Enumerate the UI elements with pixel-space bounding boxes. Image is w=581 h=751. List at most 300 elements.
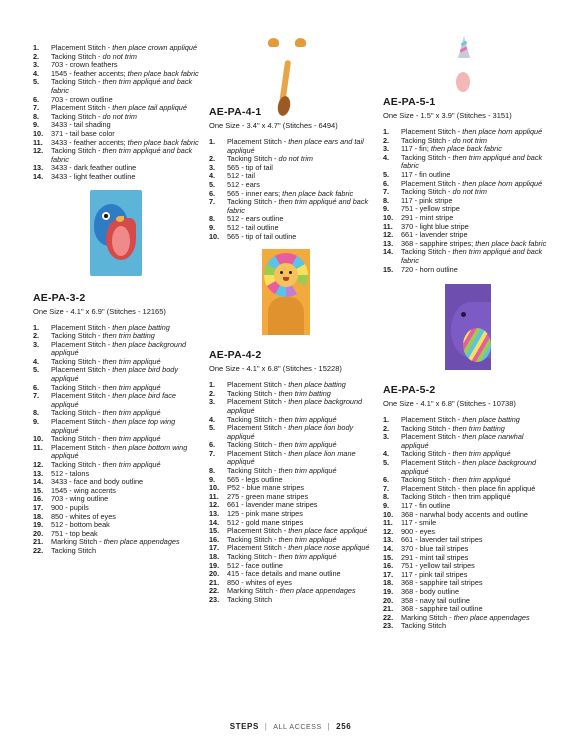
step-number: 14. bbox=[33, 477, 44, 487]
step-number: 6. bbox=[209, 440, 216, 450]
step-number: 5. bbox=[33, 365, 40, 375]
narwhal-appliqué-image bbox=[445, 284, 491, 370]
step-text-plain: Tacking Stitch - bbox=[51, 382, 103, 392]
step-number: 3. bbox=[383, 144, 390, 154]
step-text-plain: Placement Stitch - bbox=[401, 432, 463, 442]
step-text-italic: then place bird face appliqué bbox=[51, 391, 176, 409]
step-text-plain: 512 - tail outline bbox=[227, 222, 279, 232]
step-number: 9. bbox=[209, 222, 216, 232]
step-text bbox=[227, 138, 379, 155]
steps-list-ae-pa-5-1 bbox=[383, 128, 553, 274]
step-text-italic: then place batting bbox=[112, 322, 170, 332]
step-text-plain: P52 - blue mane stripes bbox=[227, 483, 305, 493]
step-text-plain: 117 - smile bbox=[401, 518, 437, 528]
step-text-italic: then trim appliqué and back fabric bbox=[401, 247, 543, 265]
step-text-plain: Placement Stitch - bbox=[401, 178, 463, 188]
step-text bbox=[51, 341, 203, 358]
step-text-plain: Tacking Stitch - bbox=[51, 408, 103, 418]
step-text-italic: then place lion body appliqué bbox=[227, 423, 354, 441]
step-text-plain: 117 - fin; bbox=[401, 144, 431, 154]
step-number: 13. bbox=[383, 238, 394, 248]
step-text-italic: then place background appliqué bbox=[401, 458, 537, 476]
step-text-plain: 371 - tail base color bbox=[51, 128, 115, 138]
step-number: 21. bbox=[33, 537, 44, 547]
step-text-italic: do not trim bbox=[102, 51, 137, 61]
step-text-plain: 850 - whites of eyes bbox=[227, 577, 292, 587]
step-text-plain: 3433 - face and body outline bbox=[51, 477, 144, 487]
step-text-plain: Placement Stitch - bbox=[227, 543, 289, 553]
step-number: 7. bbox=[209, 448, 216, 458]
step-number: 17. bbox=[383, 569, 394, 579]
step-number: 11. bbox=[209, 491, 219, 501]
step-item bbox=[209, 138, 379, 155]
step-text-italic: then place horn appliqué bbox=[462, 127, 543, 136]
step-text-italic: then place appendages bbox=[453, 612, 530, 622]
step-text-plain: 565 - tip of tail outline bbox=[227, 231, 297, 241]
step-text bbox=[401, 433, 553, 450]
step-text-plain: 565 - inner ears; bbox=[227, 188, 283, 198]
step-text-plain: Placement Stitch - bbox=[227, 137, 289, 146]
step-text-italic: then trim appliqué bbox=[102, 356, 161, 366]
step-number: 7. bbox=[383, 483, 390, 493]
step-text-italic: do not trim bbox=[452, 135, 487, 145]
step-number: 11. bbox=[33, 137, 43, 147]
step-text-plain: 368 - narwhal body accents and outline bbox=[401, 509, 528, 519]
step-text-plain: Placement Stitch - bbox=[51, 322, 113, 332]
step-text-plain: Placement Stitch - bbox=[227, 448, 289, 458]
step-number: 12. bbox=[383, 526, 394, 536]
step-text-italic: then trim appliqué and back fabric bbox=[227, 197, 369, 215]
steps-list-ae-pa-4-2 bbox=[209, 381, 379, 604]
step-number: 4. bbox=[33, 356, 40, 366]
design-title-ae-pa-4-1: AE-PA-4-1 bbox=[209, 106, 262, 118]
step-text-plain: 275 - green mane stripes bbox=[227, 491, 309, 501]
step-item bbox=[209, 450, 379, 467]
step-number: 3. bbox=[383, 432, 390, 442]
step-text-plain: 1545 - wing accents bbox=[51, 485, 116, 495]
step-text-plain: 512 - tail bbox=[227, 171, 255, 181]
step-text-plain: Tacking Stitch - bbox=[401, 449, 453, 459]
step-text-plain: Tacking Stitch - bbox=[51, 77, 103, 87]
step-text-plain: Tacking Stitch - bbox=[51, 111, 103, 121]
step-number: 7. bbox=[33, 391, 40, 401]
step-number: 2. bbox=[383, 135, 390, 145]
bird-eye-shape bbox=[102, 212, 110, 220]
step-number: 16. bbox=[33, 494, 44, 504]
step-number: 1. bbox=[33, 43, 40, 52]
step-text-plain: 512 - gold mane stripes bbox=[227, 517, 304, 527]
step-text-italic: then trim appliqué bbox=[102, 434, 161, 444]
narwhal-fin-shape bbox=[456, 72, 470, 92]
step-text-plain: Tacking Stitch bbox=[51, 545, 97, 555]
step-number: 19. bbox=[383, 586, 394, 596]
step-number: 21. bbox=[209, 577, 220, 587]
steps-list-ae-pa-5-2 bbox=[383, 416, 553, 631]
step-text-plain: 370 - light blue stripe bbox=[401, 221, 469, 231]
step-text-plain: 850 - whites of eyes bbox=[51, 511, 116, 521]
step-number: 6. bbox=[33, 94, 40, 104]
step-text-plain: 703 - crown feathers bbox=[51, 60, 118, 70]
lion-appliqué-image bbox=[262, 249, 310, 335]
step-text-italic: then place back fabric bbox=[127, 68, 199, 78]
step-text bbox=[401, 459, 553, 476]
step-number: 8. bbox=[33, 408, 40, 418]
step-item bbox=[383, 154, 553, 171]
step-text-italic: then place narwhal appliqué bbox=[401, 432, 524, 450]
step-text bbox=[51, 147, 203, 164]
step-text-plain: Tacking Stitch - bbox=[51, 51, 103, 61]
step-text-plain: 3433 - light feather outline bbox=[51, 171, 136, 181]
step-number: 15. bbox=[383, 552, 394, 562]
step-number: 12. bbox=[33, 146, 44, 156]
step-number: 8. bbox=[383, 492, 390, 502]
step-text bbox=[51, 173, 203, 182]
step-text-plain: 703 - crown outline bbox=[51, 94, 113, 104]
step-number: 1. bbox=[33, 322, 40, 332]
step-text-plain: 368 - sapphire tail outline bbox=[401, 604, 483, 614]
step-text bbox=[401, 248, 553, 265]
design-title-ae-pa-5-2: AE-PA-5-2 bbox=[383, 384, 436, 397]
step-text-italic: then place lion mane appliqué bbox=[227, 448, 356, 467]
step-text-italic: then place horn appliqué bbox=[462, 178, 543, 188]
step-number: 4. bbox=[383, 152, 390, 162]
step-text-plain: 751 - yellow tail stripes bbox=[401, 561, 475, 571]
footer-separator: | bbox=[264, 722, 268, 731]
step-text bbox=[401, 154, 553, 171]
step-text-italic: then place bottom wing appliqué bbox=[51, 442, 188, 461]
step-text-italic: then place crown appliqué bbox=[112, 43, 198, 52]
step-text-plain: Placement Stitch - bbox=[51, 442, 113, 452]
step-text-plain: 512 - ears outline bbox=[227, 214, 284, 224]
step-number: 8. bbox=[33, 111, 40, 121]
step-item bbox=[33, 392, 203, 409]
step-number: 22. bbox=[383, 612, 394, 622]
step-text-italic: then trim batting bbox=[278, 388, 331, 398]
step-text-italic: then trim appliqué bbox=[102, 460, 161, 469]
step-number: 10. bbox=[209, 483, 220, 493]
step-number: 1. bbox=[209, 380, 216, 390]
step-number: 17. bbox=[33, 502, 44, 512]
step-text-plain: 565 - legs outline bbox=[227, 474, 283, 484]
step-number: 4. bbox=[209, 414, 216, 424]
step-text-plain: Tacking Stitch - bbox=[401, 423, 453, 433]
design-size-ae-pa-3-2: One Size - 4.1" x 6.9" (Stitches - 12165) bbox=[33, 306, 166, 316]
step-text bbox=[51, 392, 203, 409]
step-text bbox=[227, 398, 379, 415]
step-number: 8. bbox=[209, 466, 216, 476]
step-text bbox=[401, 622, 553, 631]
step-number: 8. bbox=[209, 214, 216, 224]
step-text-plain: Tacking Stitch - bbox=[401, 135, 453, 145]
step-text-plain: 125 - pink mane stripes bbox=[227, 509, 303, 519]
step-number: 11. bbox=[33, 442, 43, 452]
step-text-plain: Tacking Stitch bbox=[227, 594, 273, 604]
step-text-italic: then trim appliqué bbox=[278, 552, 337, 561]
step-text-italic: then trim appliqué bbox=[102, 408, 161, 418]
step-number: 15. bbox=[33, 485, 44, 495]
step-text-plain: 291 - mint tail stripes bbox=[401, 552, 469, 562]
step-text-italic: then place background appliqué bbox=[51, 339, 187, 358]
step-number: 20. bbox=[33, 528, 44, 538]
step-text-italic: then place batting bbox=[288, 380, 346, 390]
step-text-plain: 565 - tip of tail bbox=[227, 162, 273, 172]
step-text-italic: do not trim bbox=[278, 154, 313, 164]
footer-separator-2: | bbox=[327, 722, 331, 731]
footer-brand: STEPS bbox=[229, 722, 259, 731]
design-size-ae-pa-4-2: One Size - 4.1" x 6.8" (Stitches - 15228) bbox=[209, 364, 342, 374]
step-text-plain: 661 - lavender mane stripes bbox=[227, 500, 318, 510]
narwhal-tail-shape bbox=[463, 328, 491, 362]
step-item bbox=[33, 78, 203, 95]
step-text-plain: 703 - wing outline bbox=[51, 494, 109, 504]
step-text-plain: Tacking Stitch - bbox=[51, 460, 103, 469]
step-number: 12. bbox=[33, 460, 44, 469]
step-text-plain: Placement Stitch - bbox=[51, 339, 113, 349]
lion-body-shape bbox=[268, 297, 304, 335]
step-text-plain: Tacking Stitch - bbox=[401, 247, 453, 257]
step-number: 19. bbox=[33, 520, 44, 530]
step-text-italic: then place batting bbox=[462, 415, 520, 425]
step-number: 1. bbox=[383, 415, 390, 425]
step-text-plain: Tacking Stitch - bbox=[227, 388, 279, 398]
step-text-plain: 720 - horn outline bbox=[401, 264, 458, 274]
step-text-plain: 512 - face outline bbox=[227, 560, 283, 570]
step-text-plain: Placement Stitch - bbox=[401, 458, 463, 468]
design-title-ae-pa-4-2: AE-PA-4-2 bbox=[209, 349, 262, 362]
step-number: 18. bbox=[209, 552, 220, 561]
step-text-plain: Placement Stitch - bbox=[51, 365, 113, 375]
step-text-plain: 1545 - feather accents; bbox=[51, 68, 128, 78]
step-number: 1. bbox=[209, 137, 216, 146]
step-text-plain: 3433 - tail shading bbox=[51, 120, 111, 130]
step-text-plain: Marking Stitch - bbox=[401, 612, 454, 622]
steps-list-ae-pa-3-1 bbox=[33, 44, 203, 182]
step-text-italic: then place bird body appliqué bbox=[51, 365, 178, 384]
step-text-plain: 900 - eyes bbox=[401, 526, 436, 536]
step-number: 20. bbox=[383, 595, 394, 605]
step-text-italic: then trim batting bbox=[452, 423, 505, 433]
lion-right-ear-shape bbox=[295, 38, 306, 47]
bird-beak-shape bbox=[116, 216, 124, 222]
step-text-italic: then trim appliqué and back fabric bbox=[401, 152, 543, 171]
step-text-plain: Placement Stitch - bbox=[51, 417, 113, 427]
step-text-plain: 117 - fin outline bbox=[401, 501, 451, 511]
step-text-plain: 415 - face details and mane outline bbox=[227, 569, 341, 579]
footer-subtitle: ALL ACCESS bbox=[273, 724, 322, 731]
step-text-italic: then place appendages bbox=[279, 586, 356, 596]
step-item bbox=[383, 622, 553, 631]
step-number: 10. bbox=[383, 212, 394, 222]
step-text-italic: then place back fabric bbox=[127, 137, 199, 147]
step-number: 10. bbox=[383, 509, 394, 519]
step-number: 5. bbox=[383, 458, 390, 468]
step-text-plain: Tacking Stitch - bbox=[227, 534, 279, 544]
lion-face-shape bbox=[274, 263, 298, 287]
step-text-plain: Placement Stitch - bbox=[51, 43, 113, 52]
design-size-ae-pa-5-2: One Size - 4.1" x 6.8" (Stitches - 10738) bbox=[383, 399, 516, 409]
step-text-italic: then trim appliqué and back fabric bbox=[51, 146, 193, 164]
step-number: 11. bbox=[383, 221, 393, 231]
step-text-plain: Placement Stitch - bbox=[227, 423, 289, 433]
step-number: 8. bbox=[383, 195, 390, 205]
step-text-italic: then trim batting bbox=[102, 331, 155, 341]
step-text bbox=[227, 424, 379, 441]
step-number: 9. bbox=[383, 501, 390, 511]
step-text-plain: Placement Stitch - bbox=[227, 380, 289, 390]
step-text-italic: then place back fabric bbox=[475, 238, 547, 248]
step-number: 3. bbox=[33, 60, 40, 70]
column-2 bbox=[209, 106, 379, 605]
step-number: 23. bbox=[209, 594, 220, 604]
step-item bbox=[209, 233, 379, 242]
step-text-plain: Tacking Stitch - bbox=[227, 440, 279, 450]
step-number: 18. bbox=[383, 578, 394, 588]
page-footer bbox=[0, 722, 581, 731]
step-text-plain: 512 - ears bbox=[227, 179, 260, 189]
narwhal-horn-fin-image bbox=[452, 36, 476, 94]
step-item bbox=[33, 173, 203, 182]
step-text bbox=[401, 266, 553, 275]
step-text-plain: Tacking Stitch - bbox=[227, 466, 279, 476]
step-text-plain: 3433 - feather accents; bbox=[51, 137, 128, 147]
step-number: 16. bbox=[209, 534, 220, 544]
step-number: 6. bbox=[33, 382, 40, 392]
step-number: 7. bbox=[33, 103, 40, 113]
column-3 bbox=[383, 96, 553, 631]
step-item bbox=[383, 459, 553, 476]
step-text-italic: then place appendages bbox=[103, 537, 180, 547]
step-number: 2. bbox=[33, 51, 40, 61]
step-number: 14. bbox=[33, 171, 44, 181]
step-number: 4. bbox=[383, 449, 390, 459]
step-text-plain: 661 - lavender stripe bbox=[401, 230, 468, 240]
step-text-plain: 751 - top beak bbox=[51, 528, 98, 538]
step-text bbox=[51, 78, 203, 95]
step-text-plain: Tacking Stitch - bbox=[401, 152, 453, 162]
step-item bbox=[383, 248, 553, 265]
step-number: 11. bbox=[383, 518, 393, 528]
step-number: 7. bbox=[209, 197, 216, 207]
step-number: 2. bbox=[209, 388, 216, 398]
step-text-italic: then trim appliqué bbox=[278, 440, 337, 450]
step-text-italic: then place face appliqué bbox=[288, 526, 368, 536]
step-text-plain: Tacking Stitch bbox=[401, 621, 447, 631]
design-title-ae-pa-3-2: AE-PA-3-2 bbox=[33, 291, 86, 304]
step-number: 5. bbox=[209, 179, 216, 189]
step-number: 14. bbox=[383, 544, 394, 553]
steps-list-ae-pa-4-1 bbox=[209, 138, 379, 241]
step-number: 14. bbox=[209, 517, 220, 527]
step-number: 3. bbox=[209, 397, 216, 407]
step-item bbox=[383, 266, 553, 275]
step-number: 23. bbox=[383, 621, 394, 631]
step-text bbox=[227, 198, 379, 215]
step-number: 5. bbox=[209, 423, 216, 433]
step-text bbox=[51, 444, 203, 461]
step-item bbox=[383, 433, 553, 450]
step-number: 6. bbox=[209, 188, 216, 198]
step-text-plain: Tacking Stitch - bbox=[227, 154, 279, 164]
step-number: 16. bbox=[383, 561, 394, 571]
step-number: 9. bbox=[33, 417, 40, 427]
bird-appliqué-image bbox=[90, 190, 142, 276]
step-number: 13. bbox=[33, 468, 44, 478]
step-number: 2. bbox=[33, 331, 40, 341]
step-number: 15. bbox=[383, 264, 394, 274]
step-number: 10. bbox=[33, 128, 44, 138]
step-number: 3. bbox=[33, 339, 40, 349]
step-text-plain: Tacking Stitch - bbox=[51, 146, 103, 156]
step-number: 3. bbox=[209, 162, 216, 172]
step-number: 5. bbox=[383, 169, 390, 179]
step-item bbox=[33, 444, 203, 461]
step-number: 19. bbox=[209, 560, 220, 570]
step-text-plain: 368 - sapphire tail stripes bbox=[401, 578, 483, 588]
steps-list-ae-pa-3-2 bbox=[33, 324, 203, 556]
design-size-ae-pa-4-1: One Size - 3.4" x 4.7" (Stitches - 6494) bbox=[209, 121, 338, 130]
step-number: 12. bbox=[209, 500, 220, 510]
step-text-italic: then place background appliqué bbox=[227, 397, 363, 415]
step-text-plain: 900 - pupils bbox=[51, 502, 89, 512]
step-text-plain: Tacking Stitch - bbox=[51, 356, 103, 366]
step-item bbox=[33, 147, 203, 164]
step-number: 13. bbox=[33, 163, 44, 173]
step-text-plain: 368 - body outline bbox=[401, 586, 460, 596]
step-text-plain: Placement Stitch - then place fin appliqué bbox=[401, 483, 536, 493]
step-number: 21. bbox=[383, 604, 394, 614]
step-number: 9. bbox=[209, 474, 216, 484]
step-number: 13. bbox=[209, 509, 220, 519]
step-number: 22. bbox=[209, 586, 220, 596]
step-text bbox=[227, 233, 379, 242]
step-number: 18. bbox=[33, 511, 44, 521]
step-text-plain: Tacking Stitch - bbox=[227, 552, 279, 561]
step-number: 4. bbox=[209, 171, 216, 181]
step-number: 10. bbox=[33, 434, 44, 444]
step-text bbox=[51, 547, 203, 556]
step-text-plain: Marking Stitch - bbox=[51, 537, 104, 547]
step-number: 10. bbox=[209, 231, 220, 241]
design-title-ae-pa-5-1: AE-PA-5-1 bbox=[383, 96, 436, 108]
step-text-italic: then trim appliqué and back fabric bbox=[51, 77, 193, 95]
page-number: 256 bbox=[336, 722, 352, 731]
step-item bbox=[209, 398, 379, 415]
lion-left-ear-shape bbox=[268, 38, 279, 47]
step-text-plain: Placement Stitch - bbox=[227, 397, 289, 407]
step-number: 15. bbox=[209, 526, 220, 536]
step-text bbox=[227, 596, 379, 605]
step-text-italic: then trim appliqué bbox=[452, 475, 511, 485]
step-text-plain: 370 - blue tail stripes bbox=[401, 544, 469, 553]
step-number: 9. bbox=[33, 120, 40, 130]
step-text-plain: 117 - fin outline bbox=[401, 169, 451, 179]
step-text-plain: Placement Stitch - bbox=[227, 526, 289, 536]
step-number: 22. bbox=[33, 545, 44, 555]
step-item bbox=[209, 198, 379, 215]
step-number: 6. bbox=[383, 178, 390, 188]
step-number: 5. bbox=[33, 77, 40, 87]
step-item bbox=[33, 547, 203, 556]
step-number: 2. bbox=[209, 154, 216, 164]
step-text-plain: Tacking Stitch - bbox=[227, 414, 279, 424]
step-text-italic: then place back fabric bbox=[282, 188, 354, 198]
bird-wing-accent-shape bbox=[112, 226, 130, 256]
step-text-plain: Placement Stitch - bbox=[401, 127, 463, 136]
step-text-plain: Tacking Stitch - bbox=[227, 197, 279, 207]
lion-ears-tail-image bbox=[266, 38, 314, 116]
step-item bbox=[209, 424, 379, 441]
step-text-plain: Tacking Stitch - bbox=[401, 475, 453, 485]
